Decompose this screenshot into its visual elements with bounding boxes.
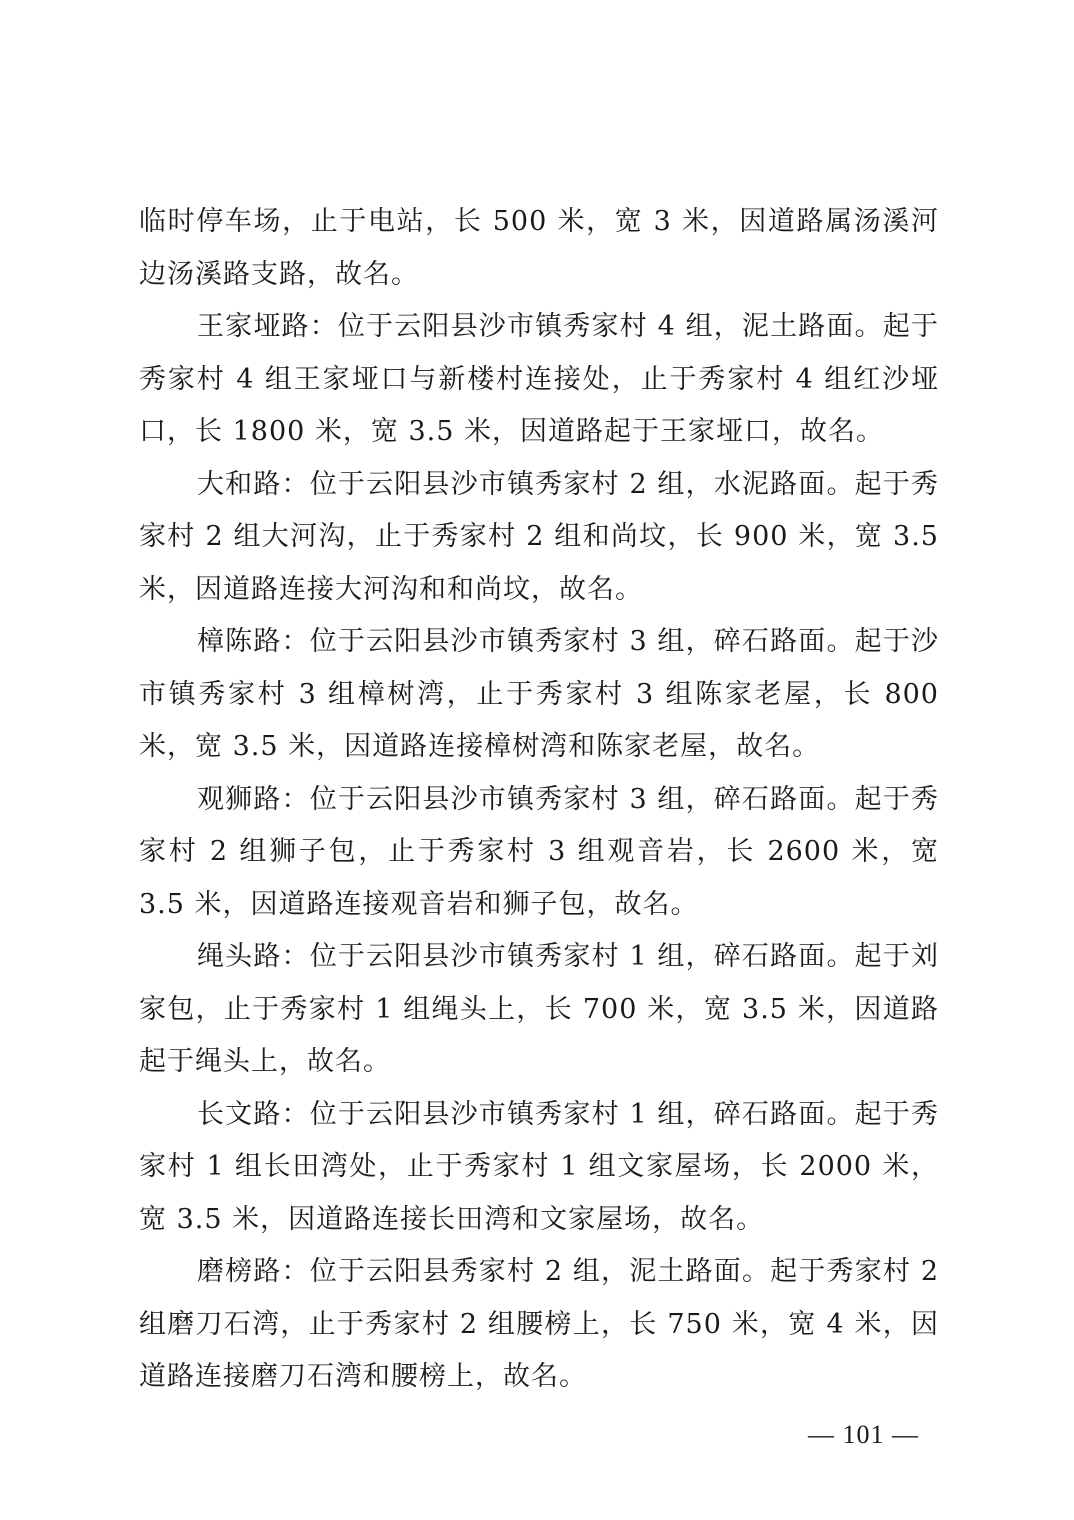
page-number: — 101 — <box>808 1420 919 1449</box>
paragraph-changwen-road: 长文路：位于云阳县沙市镇秀家村 1 组，碎石路面。起于秀家村 1 组长田湾处，止于秀家村 1 组文家屋场，长 2000 米，宽 3.5 米，因道路连接长田湾和文家屋场，故名。 <box>139 1098 939 1235</box>
paragraph-continuation: 临时停车场，止于电站，长 500 米，宽 3 米，因道路属汤溪河边汤溪路支路，故名。 <box>139 206 939 290</box>
document-body <box>139 196 939 1404</box>
paragraph-wangjiaya-road: 王家垭路：位于云阳县沙市镇秀家村 4 组，泥土路面。起于秀家村 4 组王家垭口与新楼村连接处，止于秀家村 4 组红沙垭口，长 1800 米，宽 3.5 米，因道路起于王家垭口，故名。 <box>139 311 939 447</box>
paragraph-mobang-road: 磨榜路：位于云阳县秀家村 2 组，泥土路面。起于秀家村 2 组磨刀石湾，止于秀家村 2 组腰榜上，长 750 米，宽 4 米，因道路连接磨刀石湾和腰榜上，故名。 <box>139 1256 939 1392</box>
paragraph-shengtou-road: 绳头路：位于云阳县沙市镇秀家村 1 组，碎石路面。起于刘家包，止于秀家村 1 组绳头上，长 700 米，宽 3.5 米，因道路起于绳头上，故名。 <box>139 941 939 1077</box>
paragraph-zhangchen-road: 樟陈路：位于云阳县沙市镇秀家村 3 组，碎石路面。起于沙市镇秀家村 3 组樟树湾，止于秀家村 3 组陈家老屋，长 800 米，宽 3.5 米，因道路连接樟树湾和陈家老屋，故名。 <box>139 626 939 762</box>
paragraph-guanshi-road: 观狮路：位于云阳县沙市镇秀家村 3 组，碎石路面。起于秀家村 2 组狮子包，止于秀家村 3 组观音岩，长 2600 米，宽 3.5 米，因道路连接观音岩和狮子包，故名。 <box>139 783 939 920</box>
paragraph-dahe-road: 大和路：位于云阳县沙市镇秀家村 2 组，水泥路面。起于秀家村 2 组大河沟，止于秀家村 2 组和尚坟，长 900 米，宽 3.5 米，因道路连接大河沟和和尚坟，故名。 <box>139 468 939 605</box>
